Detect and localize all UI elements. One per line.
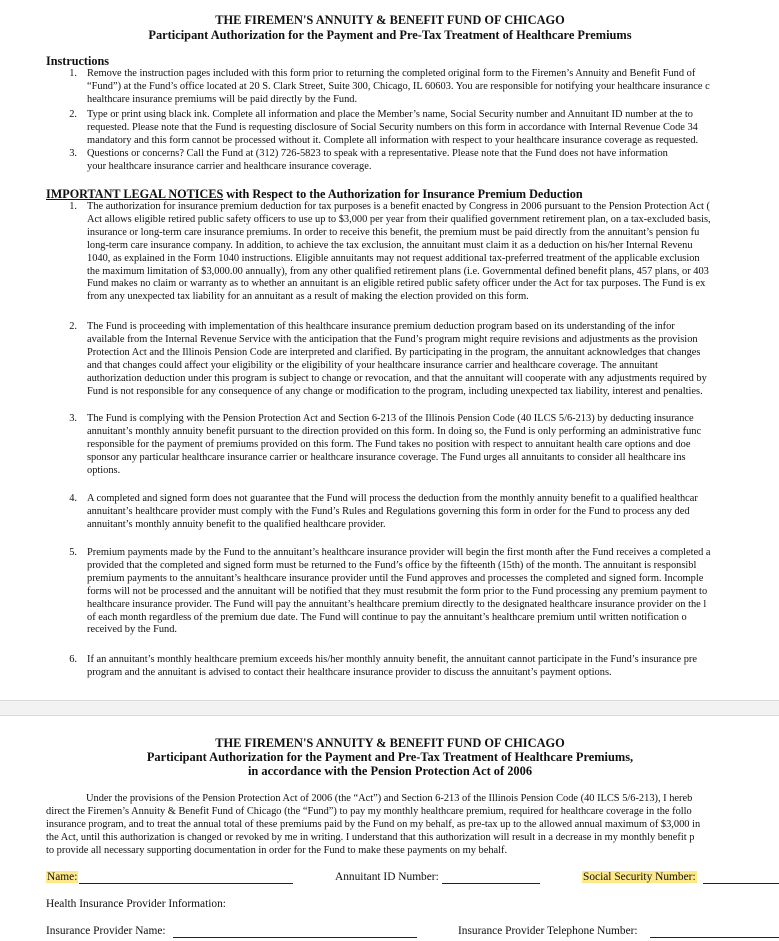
text-line: your healthcare insurance carrier and healthcare insurance coverage. bbox=[87, 160, 372, 172]
text-line: received by the Fund. bbox=[87, 624, 178, 636]
instructions-heading: Instructions bbox=[46, 54, 109, 68]
text-line: 1040, as explained in the Form 1040 instructions. Eligible annuitants may not request additional tax-preferred treatment of the applicable exclusion bbox=[87, 252, 700, 264]
provider-phone-label: Insurance Provider Telephone Number: bbox=[458, 925, 638, 937]
text-line: annuitant’s healthcare provider must comply with the Fund’s Rules and Regulations governing this form in order for the Fund to process any ded bbox=[87, 505, 690, 517]
legal-heading-rest: with Respect to the Authorization for Insurance Premium Deduction bbox=[223, 187, 583, 201]
name-input-line[interactable] bbox=[79, 883, 293, 884]
authorization-form-page bbox=[0, 716, 779, 941]
paragraph-line: direct the Firemen’s Annuity & Benefit Fund of Chicago (the “Fund”) to pay my monthly healthcare premium, required for healthcare coverage in the follo bbox=[46, 805, 692, 817]
instruction-item-text bbox=[87, 148, 779, 174]
instruction-item-number: 3. bbox=[69, 148, 77, 159]
paragraph-line: Under the provisions of the Pension Protection Act of 2006 (the “Act”) and Section 6-213 of the Illinois Pension Code (40 ILCS 5/6-213), I hereb bbox=[86, 793, 693, 804]
text-line: available from the Internal Revenue Service with the anticipation that the Fund’s program might require revisions and adjustments as the provision bbox=[87, 333, 698, 345]
text-line: healthcare insurance provider. The Fund will pay the annuitant’s healthcare premium directly to the designated healthcare insurance provider on the l bbox=[87, 598, 707, 610]
text-line: Premium payments made by the Fund to the annuitant’s healthcare insurance provider will begin the first month after the Fund receives a completed a bbox=[87, 547, 711, 558]
health-provider-info-label: Health Insurance Provider Information: bbox=[46, 898, 226, 910]
text-line: mandatory and this form cannot be processed without it. Complete all information with respect to your healthcare insurance coverage as requested. bbox=[87, 134, 699, 146]
name-field-label: Name: bbox=[47, 871, 78, 883]
text-line: Remove the instruction pages included with this form prior to returning the completed original form to the Firemen’s Annuity and Benefit Fund of bbox=[87, 68, 696, 79]
text-line: insurance or long-term care insurance premiums. In order to receive this benefit, the premium must be paid directly from the annuitant’s pension fu bbox=[87, 226, 700, 238]
notice-item-number: 6. bbox=[69, 654, 77, 665]
text-line: of each month regardless of the premium due date. The Fund will continue to pay the annuitant’s healthcare premium until written notification o bbox=[87, 611, 687, 623]
provider-name-input-line[interactable] bbox=[173, 937, 417, 938]
ssn-label: Social Security Number: bbox=[583, 871, 696, 883]
text-line: Questions or concerns? Call the Fund at (312) 726-5823 to speak with a representative. Please note that the Fund does not have information bbox=[87, 148, 668, 159]
notice-item-text bbox=[87, 654, 779, 680]
instruction-item-number: 2. bbox=[69, 109, 77, 120]
annuitant-id-input-line[interactable] bbox=[442, 883, 540, 884]
text-line: Protection Act and the Illinois Pension Code are interpreted and clarified. By participating in the program, the annuitant acknowledges that changes bbox=[87, 346, 701, 358]
notice-item-number: 3. bbox=[69, 413, 77, 424]
paragraph-line: the Act, until this authorization is changed or revoked by me in writing. I understand that this authorization will result in a decrease in my monthly benefit p bbox=[46, 831, 695, 843]
text-line: Fund is not responsible for any consequence of any change or modification to the program, including unexpected tax liability, interest and penalties. bbox=[87, 385, 703, 397]
text-line: “Fund”) at the Fund’s office located at 20 S. Clark Street, Suite 300, Chicago, IL 60603. You are responsible for notifying your healthcare insurance c bbox=[87, 80, 710, 92]
notice-item-text bbox=[87, 547, 779, 637]
text-line: The Fund is proceeding with implementation of this healthcare insurance premium deduction program based on its understanding of the infor bbox=[87, 321, 675, 332]
text-line: requested. Please note that the Fund is requesting disclosure of Social Security numbers on this form in accordance with Internal Revenue Code 34 bbox=[87, 121, 698, 133]
notice-item-text bbox=[87, 493, 779, 532]
form-subtitle: Participant Authorization for the Payment and Pre-Tax Treatment of Healthcare Premiums, bbox=[146, 750, 634, 764]
provider-phone-input-line[interactable] bbox=[650, 937, 779, 938]
annuitant-id-label: Annuitant ID Number: bbox=[335, 871, 439, 883]
notice-item-number: 4. bbox=[69, 493, 77, 504]
instruction-item-text bbox=[87, 109, 779, 148]
page-title: THE FIREMEN'S ANNUITY & BENEFIT FUND OF CHICAGO bbox=[215, 13, 565, 27]
text-line: provided that the completed and signed form must be returned to the Fund’s office by the fifteenth (15th) of the month. The annuitant is responsibl bbox=[87, 559, 697, 571]
paragraph-line: to provide all necessary supporting documentation in order for the Fund to make these payments on my behalf. bbox=[46, 844, 508, 856]
text-line: annuitant’s monthly annuity benefit pursuant to the direction provided on this form. In doing so, the Fund is only performing an administrative func bbox=[87, 425, 702, 437]
text-line: annuitant’s monthly annuity benefit to the qualified healthcare provider. bbox=[87, 518, 386, 530]
text-line: sponsor any particular healthcare insurance carrier or healthcare insurance coverage. The Fund urges all annuitants to consider all healthcare ins bbox=[87, 451, 686, 463]
notice-item-number: 2. bbox=[69, 321, 77, 332]
text-line: healthcare insurance premiums will be paid directly by the Fund. bbox=[87, 93, 358, 105]
text-line: program and the annuitant is advised to contact their healthcare insurance provider to discuss the annuitant’s payment options. bbox=[87, 666, 612, 678]
notice-item-text bbox=[87, 413, 779, 478]
text-line: the maximum limitation of $3,000.00 annually), from any other qualified retirement plans (i.e. Governmental defined benefit plans, 457 plans, or 403 bbox=[87, 265, 709, 277]
text-line: responsible for the payment of premiums provided on this form. The Fund takes no position with respect to annuitant health care options and doe bbox=[87, 438, 691, 450]
text-line: If an annuitant’s monthly healthcare premium exceeds his/her monthly annuity benefit, the annuitant cannot participate in the Fund’s insurance pre bbox=[87, 654, 697, 665]
page-separator bbox=[0, 700, 779, 716]
page-subtitle: Participant Authorization for the Payment and Pre-Tax Treatment of Healthcare Premiums bbox=[148, 28, 632, 42]
legal-notices-heading bbox=[46, 187, 583, 202]
instruction-item-number: 1. bbox=[69, 68, 77, 79]
text-line: Type or print using black ink. Complete all information and place the Member’s name, Social Security number and Annuitant ID number at the to bbox=[87, 109, 693, 120]
text-line: The authorization for insurance premium deduction for tax purposes is a benefit enacted by Congress in 2006 pursuant to the Pension Protection Act ( bbox=[87, 201, 710, 212]
legal-heading-underlined: IMPORTANT LEGAL NOTICES bbox=[46, 187, 224, 201]
instruction-item-text bbox=[87, 68, 779, 107]
text-line: Act allows eligible retired public safety officers to use up to $3,000 per year from their qualified government retirement plan, on a tax-excluded basis, bbox=[87, 213, 711, 225]
text-line: A completed and signed form does not guarantee that the Fund will process the deduction from the monthly annuity benefit to a qualified healthcar bbox=[87, 493, 698, 504]
notice-item-text bbox=[87, 321, 779, 398]
notice-item-number: 5. bbox=[69, 547, 77, 558]
form-title: THE FIREMEN'S ANNUITY & BENEFIT FUND OF CHICAGO bbox=[215, 736, 565, 750]
ssn-input-line[interactable] bbox=[703, 883, 779, 884]
notice-item-text bbox=[87, 201, 779, 304]
text-line: options. bbox=[87, 464, 121, 476]
text-line: The Fund is complying with the Pension Protection Act and Section 6-213 of the Illinois Pension Code (40 ILCS 5/6-213) by deducting insurance bbox=[87, 413, 694, 424]
text-line: forms will not be processed and the annuitant will be notified that they must resubmit the form prior to the Fund processing any premium payment to bbox=[87, 585, 708, 597]
form-subtitle-act: in accordance with the Pension Protection Act of 2006 bbox=[247, 764, 533, 778]
text-line: premium payments to the annuitant’s healthcare insurance provider until the Fund approves and processes the completed and signed form. Incomple bbox=[87, 572, 704, 584]
provider-name-label: Insurance Provider Name: bbox=[46, 925, 166, 937]
text-line: and that changes could affect your eligibility or the eligibility of your healthcare insurance carrier and healthcare coverage. The annuitant bbox=[87, 359, 658, 371]
text-line: Fund makes no claim or warranty as to whether an annuitant is an eligible retired public safety officer under the Act for tax purposes. The Fund is ex bbox=[87, 278, 706, 290]
text-line: from any unexpected tax liability for an annuitant as a result of making the election provided on this form. bbox=[87, 291, 529, 303]
paragraph-line: insurance program, and to treat the annual total of these premiums paid by the Fund on my behalf, as pre-tax up to the allowed annual maximum of $3,000 in bbox=[46, 818, 701, 830]
text-line: authorization deduction under this program is subject to change or revocation, and that the annuitant will cooperate with any adjustments required by bbox=[87, 372, 707, 384]
authorization-paragraph bbox=[46, 793, 779, 858]
text-line: long-term care insurance company. In addition, to achieve the tax exclusion, the annuitant must claim it as a deduction on his/her Internal Revenu bbox=[87, 239, 693, 251]
notice-item-number: 1. bbox=[69, 201, 77, 212]
